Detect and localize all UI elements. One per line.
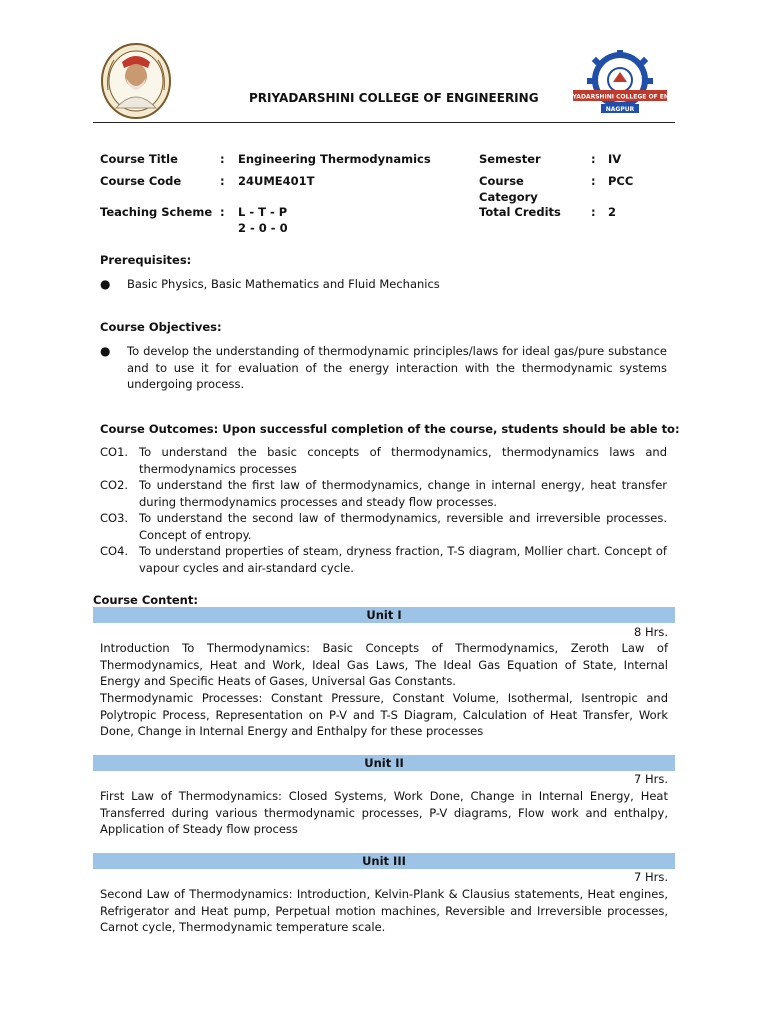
header-divider bbox=[93, 122, 675, 123]
objectives-heading: Course Objectives: bbox=[100, 320, 222, 334]
course-code-value: 24UME401T bbox=[238, 174, 315, 188]
course-category-value: PCC bbox=[608, 174, 634, 188]
course-code-colon: : bbox=[220, 174, 225, 188]
semester-value: IV bbox=[608, 152, 622, 166]
semester-colon: : bbox=[591, 152, 596, 166]
total-credits-colon: : bbox=[591, 205, 596, 219]
unit-hours: 8 Hrs. bbox=[634, 625, 668, 639]
prerequisites-heading: Prerequisites: bbox=[100, 253, 192, 267]
unit-hours: 7 Hrs. bbox=[634, 772, 668, 786]
bullet-icon: ● bbox=[100, 344, 111, 358]
outcome-number: CO1. bbox=[100, 445, 129, 459]
course-title-value: Engineering Thermodynamics bbox=[238, 152, 431, 166]
teaching-scheme-colon: : bbox=[220, 205, 225, 219]
unit-hours: 7 Hrs. bbox=[634, 870, 668, 884]
outcome-number: CO2. bbox=[100, 478, 129, 492]
unit-header-bar: Unit III bbox=[93, 853, 675, 869]
college-seal-logo bbox=[100, 42, 172, 120]
college-emblem-logo bbox=[561, 50, 679, 120]
course-title-colon: : bbox=[220, 152, 225, 166]
teaching-scheme-values: 2 - 0 - 0 bbox=[238, 221, 288, 235]
outcome-text: To understand properties of steam, dryness fraction, T-S diagram, Mollier chart. Concept of vapour cycles and air-standard cycle. bbox=[139, 544, 667, 575]
course-category-label-line1: Course bbox=[479, 174, 524, 188]
outcome-number: CO4. bbox=[100, 544, 129, 558]
outcomes-heading: Course Outcomes: Upon successful completion of the course, students should be able to: bbox=[100, 422, 680, 436]
unit-paragraph: Introduction To Thermodynamics: Basic Concepts of Thermodynamics, Zeroth Law of Thermodynamics, Heat and Work, Ideal Gas Laws, The Ideal Gas Equation of State, Internal Energy and Specific Heats of Gases, Universal Gas Constants. bbox=[100, 641, 668, 688]
outcome-text: To understand the second law of thermodynamics, reversible and irreversible processes. Concept of entropy. bbox=[139, 511, 667, 542]
outcome-text: To understand the basic concepts of thermodynamics, thermodynamics laws and thermodynamics processes bbox=[139, 445, 667, 476]
outcome-number: CO3. bbox=[100, 511, 129, 525]
unit-paragraph: Thermodynamic Processes: Constant Pressure, Constant Volume, Isothermal, Isentropic and Polytropic Process, Representation on P-V and T-S Diagram, Calculation of Heat Transfer, Work Done, Change in Internal Energy and Enthalpy for these processes bbox=[100, 691, 668, 738]
college-name: PRIYADARSHINI COLLEGE OF ENGINEERING bbox=[249, 91, 539, 105]
svg-text:NAGPUR: NAGPUR bbox=[605, 106, 635, 113]
course-category-colon: : bbox=[591, 174, 596, 188]
prerequisite-item: Basic Physics, Basic Mathematics and Fluid Mechanics bbox=[127, 277, 440, 291]
unit-header-bar: Unit I bbox=[93, 607, 675, 623]
svg-text:PRIYADARSHINI COLLEGE OF ENGG: PRIYADARSHINI COLLEGE OF ENGG bbox=[561, 93, 679, 101]
total-credits-label: Total Credits bbox=[479, 205, 561, 219]
objective-item: To develop the understanding of thermodynamic principles/laws for ideal gas/pure substance and to use it for evaluation of the energy interaction with the thermodynamic systems undergoing process. bbox=[127, 344, 667, 391]
teaching-scheme-ltp: L - T - P bbox=[238, 205, 288, 219]
outcome-text: To understand the first law of thermodynamics, change in internal energy, heat transfer during thermodynamics processes and steady flow processes. bbox=[139, 478, 667, 509]
course-code-label: Course Code bbox=[100, 174, 182, 188]
bullet-icon: ● bbox=[100, 277, 111, 291]
unit-paragraph: First Law of Thermodynamics: Closed Systems, Work Done, Change in Internal Energy, Heat Transferred during various thermodynamic processes, P-V diagrams, Flow work and enthalpy, Application of Steady flow process bbox=[100, 789, 668, 836]
semester-label: Semester bbox=[479, 152, 541, 166]
course-title-label: Course Title bbox=[100, 152, 178, 166]
teaching-scheme-label: Teaching Scheme bbox=[100, 205, 213, 219]
total-credits-value: 2 bbox=[608, 205, 617, 219]
unit-header-bar: Unit II bbox=[93, 755, 675, 771]
course-category-label-line2: Category bbox=[479, 190, 538, 204]
course-content-heading: Course Content: bbox=[93, 593, 198, 607]
unit-paragraph: Second Law of Thermodynamics: Introduction, Kelvin-Plank & Clausius statements, Heat engines, Refrigerator and Heat pump, Perpetual motion machines, Reversible and Irreversible processes, Carnot cycle, Thermodynamic temperature scale. bbox=[100, 887, 668, 934]
